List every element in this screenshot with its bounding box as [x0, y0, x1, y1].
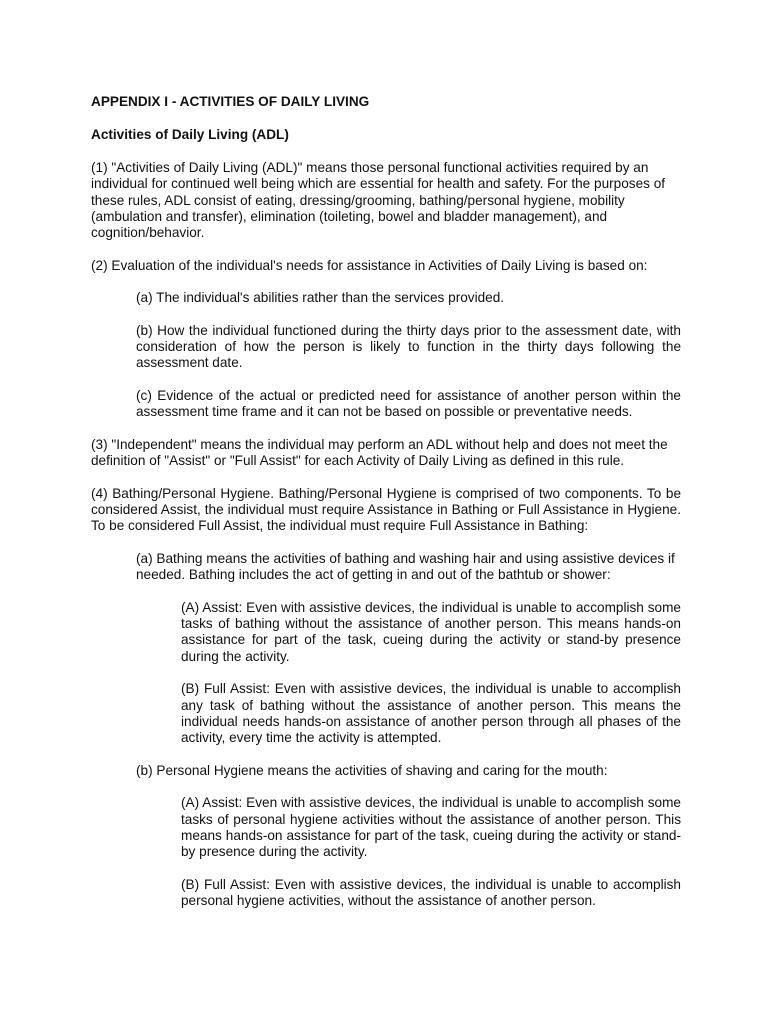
paragraph-1-adl-definition: (1) "Activities of Daily Living (ADL)" means those personal functional activities required by an individual for continued well being which are essential for health and safety. For the purposes of these rules, ADL consist of eating, dressing/grooming, bathing/personal hygiene, mobility (ambulation and transfer), elimination (toileting, bowel and bladder management), and cognition/behavior.	[91, 159, 666, 241]
paragraph-2a-abilities: (a) The individual's abilities rather than the services provided.	[136, 290, 505, 306]
document-page	[91, 94, 681, 926]
document-title: APPENDIX I - ACTIVITIES OF DAILY LIVING	[91, 94, 370, 109]
paragraph-2-evaluation: (2) Evaluation of the individual's needs for assistance in Activities of Daily Living is based on:	[91, 257, 648, 273]
paragraph-4b-B-full-assist: (B) Full Assist: Even with assistive devices, the individual is unable to accomplish personal hygiene activities, without the assistance of another person.	[181, 876, 681, 909]
paragraph-4b-personal-hygiene: (b) Personal Hygiene means the activities of shaving and caring for the mouth:	[136, 762, 608, 778]
paragraph-4a-bathing: (a) Bathing means the activities of bathing and washing hair and using assistive devices if needed. Bathing includes the act of getting in and out of the bathtub or shower:	[136, 550, 675, 583]
paragraph-4a-B-full-assist: (B) Full Assist: Even with assistive devices, the individual is unable to accomplish any task of bathing without the assistance of another person. This means the individual needs hands-on assistance of another person through all phases of the activity, every time the activity is attempted.	[181, 681, 681, 746]
paragraph-4a-A-assist: (A) Assist: Even with assistive devices, the individual is unable to accomplish some tasks of bathing without the assistance of another person. This means hands-on assistance for part of the task, cueing during the activity or stand-by presence during the activity.	[181, 599, 681, 664]
paragraph-3-independent: (3) "Independent" means the individual may perform an ADL without help and does not meet the definition of "Assist" or "Full Assist" for each Activity of Daily Living as defined in this rule.	[91, 436, 668, 469]
paragraph-4-bathing-hygiene: (4) Bathing/Personal Hygiene. Bathing/Personal Hygiene is comprised of two components. To be considered Assist, the individual must require Assistance in Bathing or Full Assistance in Hygiene. To be considered Full Assist, the individual must require Full Assistance in Bathing:	[91, 485, 681, 534]
paragraph-2c-evidence: (c) Evidence of the actual or predicted need for assistance of another person within the assessment time frame and it can not be based on possible or preventative needs.	[136, 387, 681, 420]
paragraph-2b-functioned: (b) How the individual functioned during the thirty days prior to the assessment date, with consideration of how the person is likely to function in the thirty days following the assessment date.	[136, 322, 681, 371]
section-heading: Activities of Daily Living (ADL)	[91, 127, 289, 143]
paragraph-4b-A-assist: (A) Assist: Even with assistive devices, the individual is unable to accomplish some tasks of personal hygiene activities without the assistance of another person. This means hands-on assistance for part of the task, cueing during the activity or stand-by presence during the activity.	[181, 795, 681, 860]
